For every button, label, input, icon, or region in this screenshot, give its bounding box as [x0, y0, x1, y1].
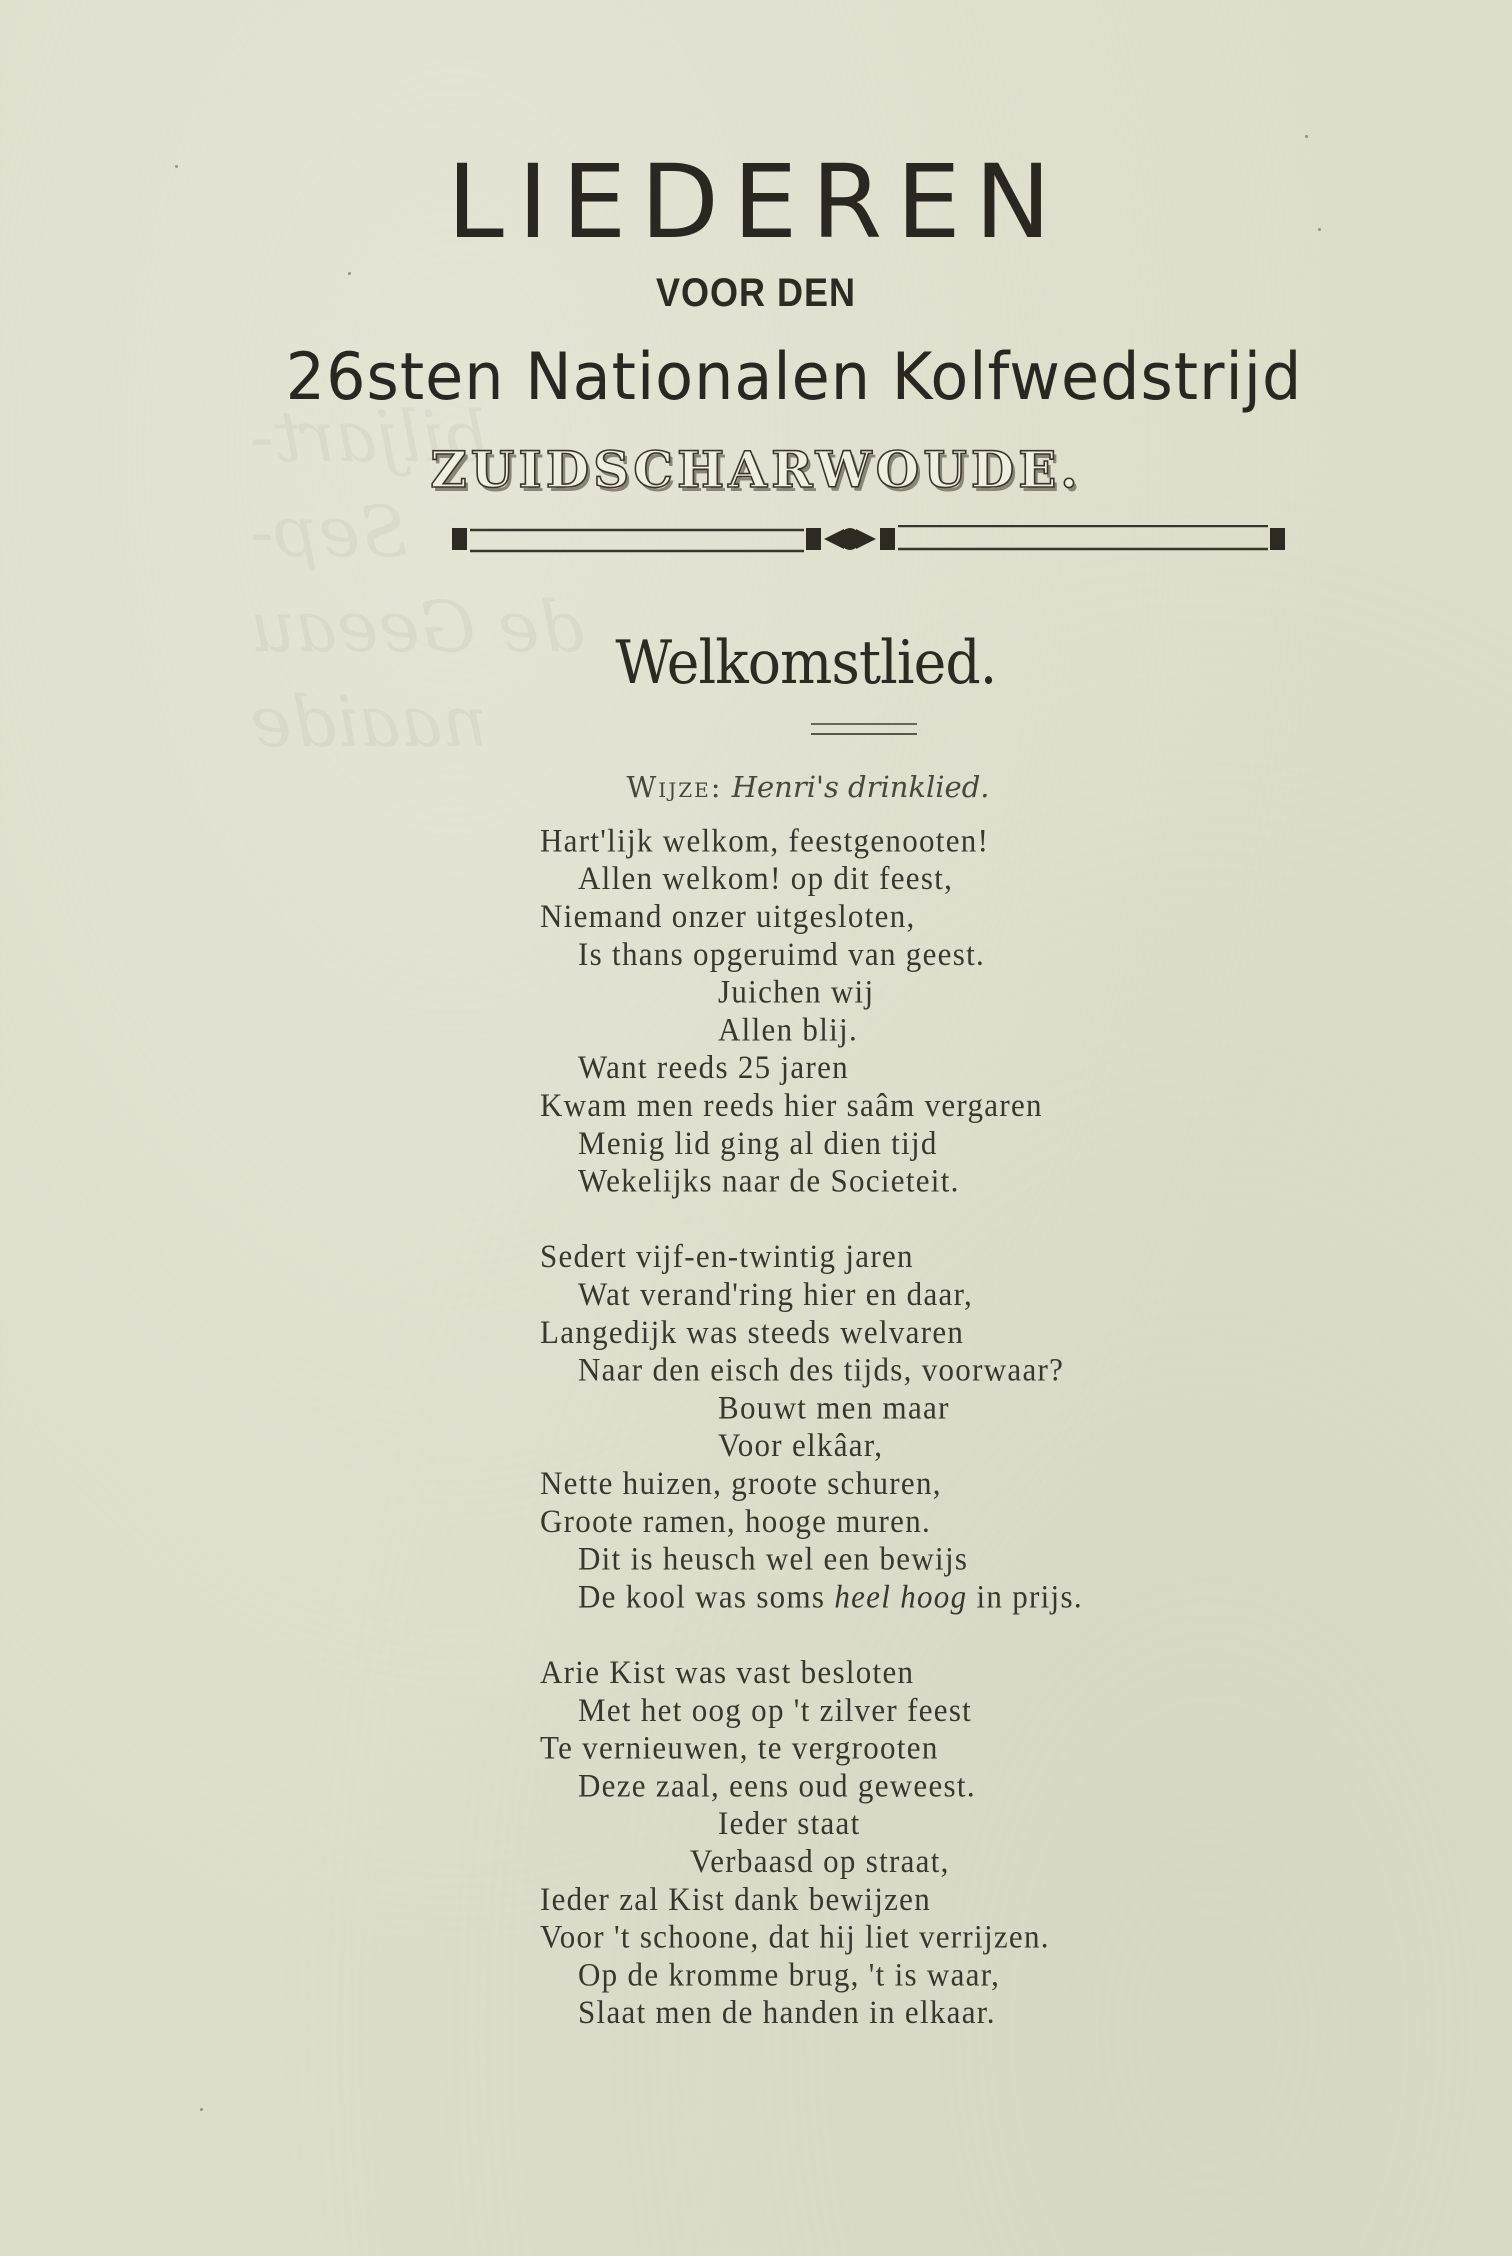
bleed-through-text: biljart- Sep- de Geeau naaide: [250, 396, 585, 763]
page-subheading: VOOR DEN: [655, 269, 857, 315]
stanza: [540, 822, 1240, 1200]
poem-line: Voor 't schoone, dat hij liet verrijzen.: [540, 1918, 1050, 1955]
poem-line: Met het oog op 't zilver feest: [578, 1691, 973, 1729]
poem-line: Arie Kist was vast besloten: [540, 1653, 915, 1691]
poem-line: Dit is heusch wel een bewijs: [578, 1540, 969, 1577]
poem-line: Op de kromme brug, 't is waar,: [578, 1956, 1001, 1993]
poem-line: Wekelijks naar de Societeit.: [578, 1162, 960, 1199]
event-title: 26sten Nationalen Kolfwedstrijd: [285, 338, 1303, 415]
poem-line: Juichen wij: [718, 973, 875, 1010]
poem-line: Ieder zal Kist dank bewijzen: [540, 1880, 932, 1918]
poem-line: Verbaasd op straat,: [690, 1842, 950, 1880]
poem-line: Allen blij.: [718, 1011, 859, 1048]
poem-line: Hart'lijk welkom, feestgenooten!: [540, 822, 990, 859]
poem-line: Nette huizen, groote schuren,: [540, 1464, 942, 1502]
poem-line: Voor elkâar,: [718, 1426, 884, 1464]
poem-line: Te vernieuwen, te vergrooten: [540, 1729, 939, 1766]
paper-speck: [348, 272, 351, 275]
poem-line: Sedert vijf-en-twintig jaren: [540, 1237, 914, 1275]
poem-line: De kool was soms heel hoog in prijs.: [578, 1578, 1083, 1615]
tune-name: Henri's drinklied.: [731, 770, 990, 804]
poem-line: Kwam men reeds hier saâm vergaren: [540, 1086, 1043, 1124]
stanza: [540, 1654, 1240, 2032]
place-name: ZUIDSCHARWOUDE.: [430, 440, 1082, 499]
paper-speck: [1318, 228, 1321, 231]
page-heading: LIEDEREN: [447, 143, 1065, 262]
divider-ornament-icon: [452, 525, 1286, 553]
poem: [540, 822, 1240, 2069]
paper-speck: [1305, 135, 1308, 138]
paper-speck: [175, 165, 178, 168]
poem-line: Bouwt men maar: [718, 1389, 950, 1426]
paper-speck: [200, 2108, 203, 2111]
poem-line: Want reeds 25 jaren: [578, 1048, 849, 1086]
poem-line: Deze zaal, eens oud geweest.: [578, 1767, 976, 1804]
poem-line: Niemand onzer uitgesloten,: [540, 897, 916, 935]
poem-line: Is thans opgeruimd van geest.: [578, 935, 986, 973]
poem-line: Allen welkom! op dit feest,: [578, 859, 954, 897]
poem-line: Langedijk was steeds welvaren: [540, 1313, 965, 1351]
poem-line: Groote ramen, hooge muren.: [540, 1502, 932, 1540]
poem-line: Menig lid ging al dien tijd: [578, 1124, 938, 1162]
poem-line: Naar den eisch des tijds, voorwaar?: [578, 1351, 1065, 1388]
song-title: Welkomstlied.: [615, 628, 997, 698]
title-underline: [811, 723, 917, 735]
emphasis: heel hoog: [834, 1578, 968, 1615]
poem-line: Slaat men de handen in elkaar.: [578, 1993, 996, 2031]
poem-line: Wat verand'ring hier en daar,: [578, 1275, 974, 1313]
poem-line: Ieder staat: [718, 1804, 861, 1842]
tune-label: Wijze:: [626, 770, 723, 804]
tune-line: [0, 770, 1512, 804]
stanza: [540, 1238, 1240, 1616]
